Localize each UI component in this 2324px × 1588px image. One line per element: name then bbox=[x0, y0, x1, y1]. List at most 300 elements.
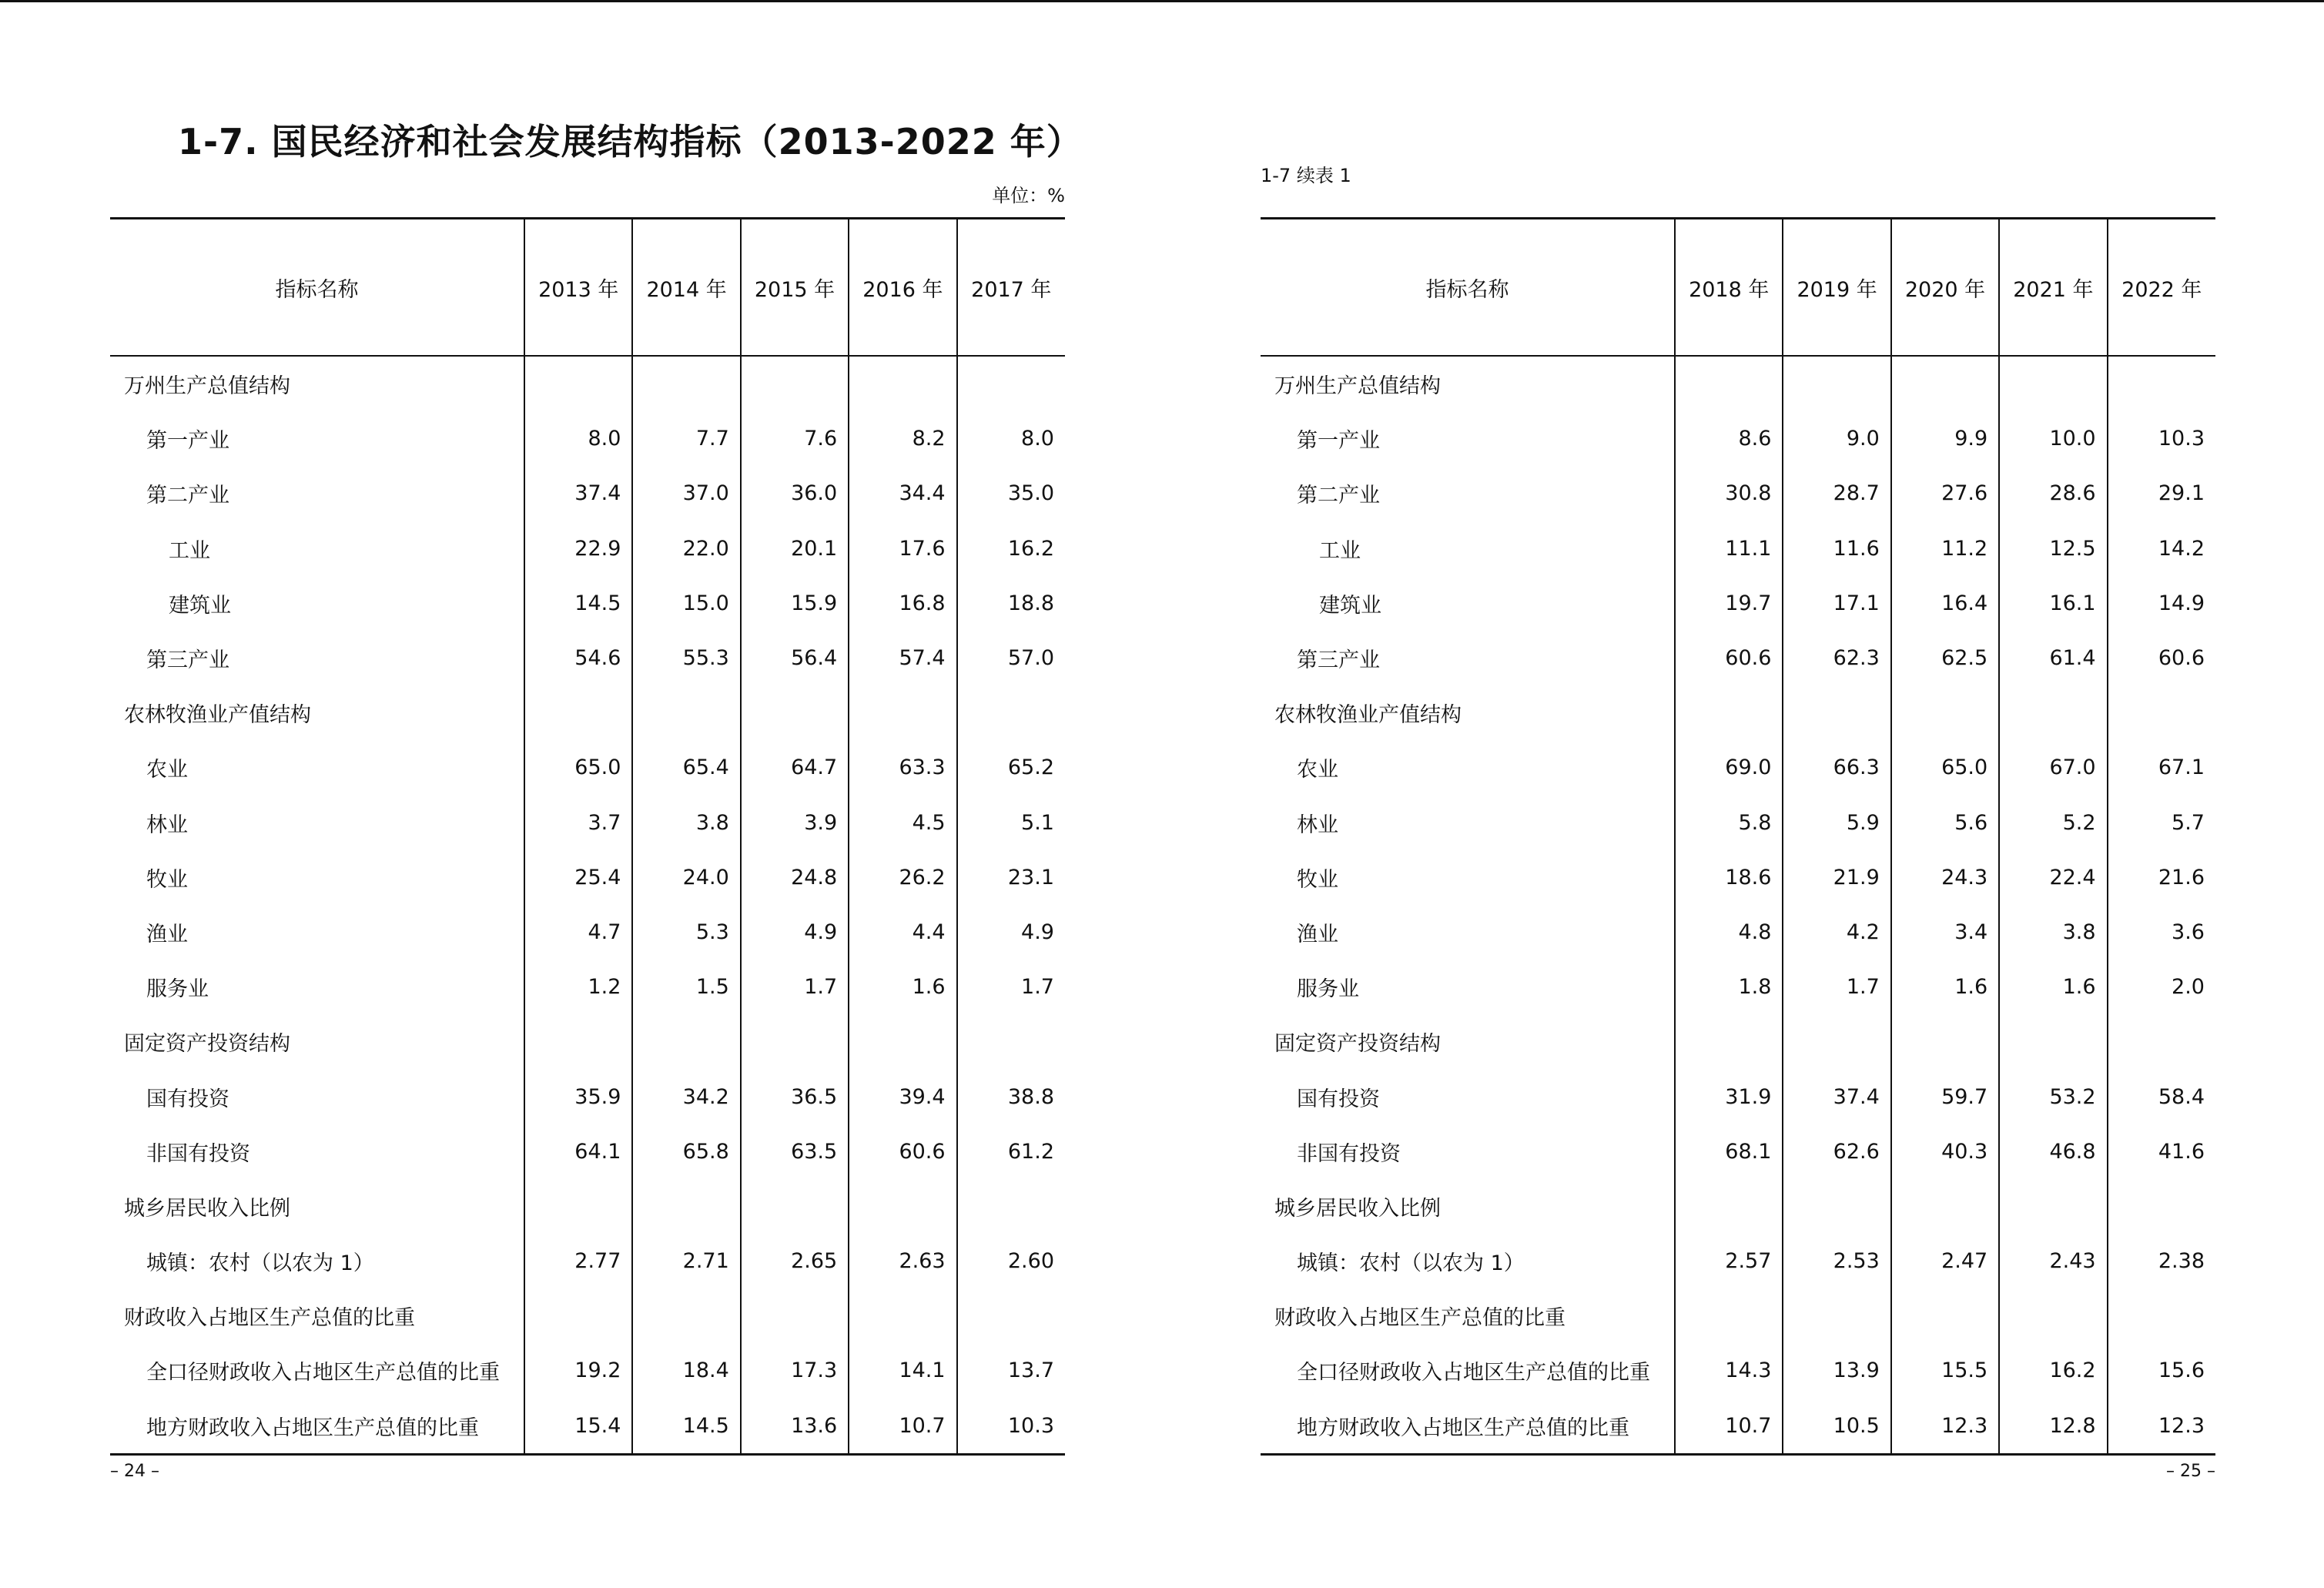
indicator-label: 全口径财政收入占地区生产总值的比重 bbox=[146, 1361, 500, 1385]
section-label: 财政收入占地区生产总值的比重 bbox=[1274, 1306, 1566, 1331]
value-cell: 17.3 bbox=[741, 1343, 849, 1398]
indicator-label: 地方财政收入占地区生产总值的比重 bbox=[1297, 1415, 1629, 1440]
value-cell: 24.8 bbox=[741, 850, 849, 905]
value-cell bbox=[524, 685, 632, 740]
value-cell: 4.4 bbox=[849, 905, 956, 960]
value-cell: 16.8 bbox=[849, 576, 956, 631]
value-cell: 55.3 bbox=[632, 631, 740, 685]
value-cell bbox=[524, 1179, 632, 1234]
value-cell: 15.5 bbox=[1891, 1343, 1999, 1398]
value-cell: 4.9 bbox=[957, 905, 1065, 960]
value-cell bbox=[1675, 356, 1783, 411]
value-cell bbox=[741, 1014, 849, 1069]
section-row bbox=[1261, 1288, 2215, 1343]
indicator-name-header: 指标名称 bbox=[1261, 219, 1675, 357]
value-cell bbox=[1999, 685, 2107, 740]
section-row bbox=[1261, 1179, 2215, 1234]
value-cell: 46.8 bbox=[1999, 1124, 2107, 1179]
indicator-label: 工业 bbox=[169, 538, 210, 563]
value-cell bbox=[1891, 685, 1999, 740]
table-row bbox=[110, 521, 1065, 576]
value-cell: 25.4 bbox=[524, 850, 632, 905]
value-cell: 4.7 bbox=[524, 905, 632, 960]
value-cell bbox=[1783, 1014, 1890, 1069]
value-cell: 12.5 bbox=[1999, 521, 2107, 576]
section-label: 固定资产投资结构 bbox=[124, 1032, 290, 1057]
table-row bbox=[110, 1124, 1065, 1179]
value-cell: 24.3 bbox=[1891, 850, 1999, 905]
value-cell: 7.7 bbox=[632, 411, 740, 466]
table-row bbox=[1261, 1069, 2215, 1124]
value-cell: 4.5 bbox=[849, 796, 956, 850]
value-cell bbox=[1891, 1014, 1999, 1069]
table-row bbox=[110, 466, 1065, 521]
value-cell: 59.7 bbox=[1891, 1069, 1999, 1124]
value-cell: 65.4 bbox=[632, 740, 740, 795]
value-cell bbox=[1999, 1288, 2107, 1343]
value-cell bbox=[524, 1288, 632, 1343]
value-cell bbox=[632, 1288, 740, 1343]
value-cell: 28.7 bbox=[1783, 466, 1890, 521]
indicator-label: 非国有投资 bbox=[1297, 1141, 1401, 1166]
value-cell: 14.5 bbox=[524, 576, 632, 631]
value-cell: 4.8 bbox=[1675, 905, 1783, 960]
section-row bbox=[1261, 356, 2215, 411]
value-cell bbox=[1783, 685, 1890, 740]
indicator-label: 牧业 bbox=[146, 867, 188, 892]
section-row bbox=[1261, 1014, 2215, 1069]
value-cell: 65.0 bbox=[1891, 740, 1999, 795]
indicator-label: 全口径财政收入占地区生产总值的比重 bbox=[1297, 1361, 1650, 1385]
value-cell bbox=[849, 685, 956, 740]
data-table bbox=[110, 217, 1065, 1456]
value-cell bbox=[1675, 1179, 1783, 1234]
value-cell: 2.71 bbox=[632, 1234, 740, 1288]
value-cell: 1.8 bbox=[1675, 960, 1783, 1014]
value-cell: 5.6 bbox=[1891, 796, 1999, 850]
table-row bbox=[1261, 1234, 2215, 1288]
value-cell: 60.6 bbox=[849, 1124, 956, 1179]
value-cell: 15.6 bbox=[2108, 1343, 2215, 1398]
value-cell: 15.9 bbox=[741, 576, 849, 631]
value-cell: 30.8 bbox=[1675, 466, 1783, 521]
value-cell: 2.57 bbox=[1675, 1234, 1783, 1288]
value-cell: 1.6 bbox=[1999, 960, 2107, 1014]
value-cell: 1.7 bbox=[741, 960, 849, 1014]
value-cell: 11.6 bbox=[1783, 521, 1890, 576]
value-cell: 9.9 bbox=[1891, 411, 1999, 466]
value-cell: 8.2 bbox=[849, 411, 956, 466]
table-row bbox=[110, 850, 1065, 905]
value-cell: 4.2 bbox=[1783, 905, 1890, 960]
value-cell: 68.1 bbox=[1675, 1124, 1783, 1179]
value-cell: 35.0 bbox=[957, 466, 1065, 521]
value-cell: 66.3 bbox=[1783, 740, 1890, 795]
value-cell: 53.2 bbox=[1999, 1069, 2107, 1124]
left-page bbox=[110, 0, 1083, 1588]
value-cell: 27.6 bbox=[1891, 466, 1999, 521]
value-cell: 67.0 bbox=[1999, 740, 2107, 795]
value-cell: 65.2 bbox=[957, 740, 1065, 795]
table-row bbox=[1261, 1399, 2215, 1455]
value-cell: 14.1 bbox=[849, 1343, 956, 1398]
value-cell: 19.2 bbox=[524, 1343, 632, 1398]
value-cell: 28.6 bbox=[1999, 466, 2107, 521]
year-header: 2015 年 bbox=[741, 219, 849, 357]
value-cell: 38.8 bbox=[957, 1069, 1065, 1124]
value-cell: 12.3 bbox=[2108, 1399, 2215, 1455]
table-row bbox=[1261, 631, 2215, 685]
value-cell: 7.6 bbox=[741, 411, 849, 466]
value-cell bbox=[849, 1179, 956, 1234]
value-cell: 57.0 bbox=[957, 631, 1065, 685]
table-row bbox=[110, 631, 1065, 685]
value-cell: 14.3 bbox=[1675, 1343, 1783, 1398]
indicator-label: 服务业 bbox=[146, 977, 209, 1002]
value-cell: 3.4 bbox=[1891, 905, 1999, 960]
value-cell: 3.8 bbox=[1999, 905, 2107, 960]
value-cell: 24.0 bbox=[632, 850, 740, 905]
value-cell: 8.0 bbox=[957, 411, 1065, 466]
year-header: 2020 年 bbox=[1891, 219, 1999, 357]
value-cell: 3.8 bbox=[632, 796, 740, 850]
value-cell: 18.6 bbox=[1675, 850, 1783, 905]
year-header: 2022 年 bbox=[2108, 219, 2215, 357]
indicator-label: 国有投资 bbox=[146, 1087, 229, 1111]
table-row bbox=[1261, 850, 2215, 905]
value-cell: 61.2 bbox=[957, 1124, 1065, 1179]
value-cell: 39.4 bbox=[849, 1069, 956, 1124]
value-cell: 54.6 bbox=[524, 631, 632, 685]
value-cell: 23.1 bbox=[957, 850, 1065, 905]
header-row bbox=[1261, 219, 2215, 357]
section-label: 城乡居民收入比例 bbox=[1274, 1196, 1441, 1221]
indicator-label: 城镇：农村（以农为 1） bbox=[1297, 1251, 1525, 1276]
value-cell: 3.6 bbox=[2108, 905, 2215, 960]
section-label: 固定资产投资结构 bbox=[1274, 1032, 1441, 1057]
section-label: 农林牧渔业产值结构 bbox=[124, 703, 311, 728]
value-cell bbox=[1675, 1014, 1783, 1069]
value-cell: 19.7 bbox=[1675, 576, 1783, 631]
page-number: – 24 – bbox=[110, 1462, 159, 1481]
value-cell: 2.65 bbox=[741, 1234, 849, 1288]
value-cell: 21.9 bbox=[1783, 850, 1890, 905]
value-cell bbox=[2108, 685, 2215, 740]
section-label: 万州生产总值结构 bbox=[1274, 374, 1441, 399]
indicator-label: 第二产业 bbox=[1297, 484, 1380, 508]
value-cell bbox=[2108, 1179, 2215, 1234]
value-cell bbox=[1675, 685, 1783, 740]
section-label: 城乡居民收入比例 bbox=[124, 1196, 290, 1221]
value-cell: 36.0 bbox=[741, 466, 849, 521]
value-cell bbox=[2108, 1014, 2215, 1069]
table-continuation-label: 1-7 续表 1 bbox=[1261, 165, 1351, 186]
table-row bbox=[1261, 576, 2215, 631]
year-header: 2013 年 bbox=[524, 219, 632, 357]
value-cell: 56.4 bbox=[741, 631, 849, 685]
indicator-label: 渔业 bbox=[146, 922, 188, 946]
value-cell bbox=[1999, 356, 2107, 411]
section-row bbox=[110, 1179, 1065, 1234]
value-cell: 62.5 bbox=[1891, 631, 1999, 685]
value-cell bbox=[524, 1014, 632, 1069]
value-cell: 34.2 bbox=[632, 1069, 740, 1124]
value-cell: 18.8 bbox=[957, 576, 1065, 631]
indicator-label: 渔业 bbox=[1297, 922, 1338, 946]
year-header: 2014 年 bbox=[632, 219, 740, 357]
value-cell: 5.9 bbox=[1783, 796, 1890, 850]
value-cell: 5.8 bbox=[1675, 796, 1783, 850]
value-cell: 37.0 bbox=[632, 466, 740, 521]
value-cell: 41.6 bbox=[2108, 1124, 2215, 1179]
value-cell: 69.0 bbox=[1675, 740, 1783, 795]
value-cell: 40.3 bbox=[1891, 1124, 1999, 1179]
value-cell: 2.43 bbox=[1999, 1234, 2107, 1288]
value-cell: 12.8 bbox=[1999, 1399, 2107, 1455]
value-cell: 1.5 bbox=[632, 960, 740, 1014]
value-cell bbox=[957, 1014, 1065, 1069]
table-row bbox=[1261, 521, 2215, 576]
value-cell: 9.0 bbox=[1783, 411, 1890, 466]
value-cell bbox=[2108, 356, 2215, 411]
value-cell: 22.0 bbox=[632, 521, 740, 576]
table-row bbox=[1261, 466, 2215, 521]
value-cell: 2.77 bbox=[524, 1234, 632, 1288]
value-cell: 22.9 bbox=[524, 521, 632, 576]
table-row bbox=[110, 411, 1065, 466]
indicator-name-header: 指标名称 bbox=[110, 219, 524, 357]
value-cell: 10.7 bbox=[1675, 1399, 1783, 1455]
value-cell: 17.6 bbox=[849, 521, 956, 576]
value-cell bbox=[632, 1179, 740, 1234]
value-cell bbox=[2108, 1288, 2215, 1343]
header-row bbox=[110, 219, 1065, 357]
value-cell: 21.6 bbox=[2108, 850, 2215, 905]
table-row bbox=[1261, 1124, 2215, 1179]
table-row bbox=[1261, 905, 2215, 960]
data-table bbox=[1261, 217, 2215, 1456]
value-cell: 61.4 bbox=[1999, 631, 2107, 685]
page-title: 1-7. 国民经济和社会发展结构指标（2013-2022 年） bbox=[178, 121, 1083, 162]
value-cell: 3.9 bbox=[741, 796, 849, 850]
indicator-label: 城镇：农村（以农为 1） bbox=[146, 1251, 374, 1276]
value-cell bbox=[524, 356, 632, 411]
indicator-label: 农业 bbox=[1297, 758, 1338, 782]
indicator-label: 第一产业 bbox=[146, 429, 229, 454]
indicator-label: 林业 bbox=[1297, 812, 1338, 837]
value-cell: 18.4 bbox=[632, 1343, 740, 1398]
value-cell: 11.1 bbox=[1675, 521, 1783, 576]
indicator-label: 地方财政收入占地区生产总值的比重 bbox=[146, 1415, 479, 1440]
table-row bbox=[1261, 960, 2215, 1014]
value-cell: 58.4 bbox=[2108, 1069, 2215, 1124]
value-cell bbox=[1783, 356, 1890, 411]
value-cell: 29.1 bbox=[2108, 466, 2215, 521]
table-row bbox=[110, 576, 1065, 631]
table-row bbox=[110, 1343, 1065, 1398]
value-cell bbox=[1783, 1179, 1890, 1234]
value-cell bbox=[1783, 1288, 1890, 1343]
value-cell: 2.47 bbox=[1891, 1234, 1999, 1288]
section-row bbox=[110, 1014, 1065, 1069]
value-cell: 8.0 bbox=[524, 411, 632, 466]
value-cell bbox=[957, 356, 1065, 411]
value-cell bbox=[1891, 1179, 1999, 1234]
value-cell: 37.4 bbox=[1783, 1069, 1890, 1124]
section-label: 万州生产总值结构 bbox=[124, 374, 290, 399]
value-cell: 14.9 bbox=[2108, 576, 2215, 631]
indicator-label: 建筑业 bbox=[169, 593, 231, 618]
indicator-label: 第三产业 bbox=[146, 648, 229, 673]
table-row bbox=[110, 740, 1065, 795]
value-cell bbox=[957, 685, 1065, 740]
value-cell: 62.6 bbox=[1783, 1124, 1890, 1179]
value-cell bbox=[957, 1288, 1065, 1343]
value-cell: 20.1 bbox=[741, 521, 849, 576]
value-cell bbox=[849, 356, 956, 411]
table-row bbox=[1261, 1343, 2215, 1398]
value-cell bbox=[1891, 356, 1999, 411]
value-cell: 64.1 bbox=[524, 1124, 632, 1179]
value-cell: 2.0 bbox=[2108, 960, 2215, 1014]
indicator-label: 农业 bbox=[146, 758, 188, 782]
value-cell: 13.6 bbox=[741, 1399, 849, 1455]
table-row bbox=[110, 905, 1065, 960]
value-cell: 14.2 bbox=[2108, 521, 2215, 576]
value-cell: 5.1 bbox=[957, 796, 1065, 850]
section-row bbox=[1261, 685, 2215, 740]
value-cell: 22.4 bbox=[1999, 850, 2107, 905]
value-cell: 67.1 bbox=[2108, 740, 2215, 795]
value-cell: 3.7 bbox=[524, 796, 632, 850]
table-row bbox=[110, 1234, 1065, 1288]
value-cell bbox=[632, 685, 740, 740]
indicator-label: 林业 bbox=[146, 812, 188, 837]
value-cell bbox=[741, 1288, 849, 1343]
year-header: 2016 年 bbox=[849, 219, 956, 357]
year-header: 2017 年 bbox=[957, 219, 1065, 357]
year-header: 2021 年 bbox=[1999, 219, 2107, 357]
section-row bbox=[110, 1288, 1065, 1343]
table-row bbox=[110, 796, 1065, 850]
value-cell: 36.5 bbox=[741, 1069, 849, 1124]
table-row bbox=[1261, 411, 2215, 466]
indicator-label: 第三产业 bbox=[1297, 648, 1380, 673]
value-cell: 16.2 bbox=[1999, 1343, 2107, 1398]
table-row bbox=[110, 1069, 1065, 1124]
value-cell: 57.4 bbox=[849, 631, 956, 685]
value-cell: 12.3 bbox=[1891, 1399, 1999, 1455]
value-cell bbox=[957, 1179, 1065, 1234]
section-row bbox=[110, 685, 1065, 740]
value-cell: 10.0 bbox=[1999, 411, 2107, 466]
value-cell: 2.38 bbox=[2108, 1234, 2215, 1288]
value-cell: 16.1 bbox=[1999, 576, 2107, 631]
value-cell: 16.4 bbox=[1891, 576, 1999, 631]
value-cell: 11.2 bbox=[1891, 521, 1999, 576]
value-cell: 62.3 bbox=[1783, 631, 1890, 685]
value-cell: 63.5 bbox=[741, 1124, 849, 1179]
value-cell: 31.9 bbox=[1675, 1069, 1783, 1124]
indicator-label: 第一产业 bbox=[1297, 429, 1380, 454]
value-cell: 13.7 bbox=[957, 1343, 1065, 1398]
value-cell: 60.6 bbox=[1675, 631, 1783, 685]
value-cell: 34.4 bbox=[849, 466, 956, 521]
table-row bbox=[1261, 796, 2215, 850]
value-cell: 5.7 bbox=[2108, 796, 2215, 850]
value-cell: 1.2 bbox=[524, 960, 632, 1014]
value-cell: 10.3 bbox=[2108, 411, 2215, 466]
value-cell: 15.4 bbox=[524, 1399, 632, 1455]
value-cell: 2.63 bbox=[849, 1234, 956, 1288]
value-cell: 10.7 bbox=[849, 1399, 956, 1455]
value-cell: 10.5 bbox=[1783, 1399, 1890, 1455]
year-header: 2019 年 bbox=[1783, 219, 1890, 357]
value-cell: 14.5 bbox=[632, 1399, 740, 1455]
table-row bbox=[110, 1399, 1065, 1455]
value-cell: 5.2 bbox=[1999, 796, 2107, 850]
value-cell bbox=[741, 1179, 849, 1234]
value-cell: 63.3 bbox=[849, 740, 956, 795]
value-cell bbox=[849, 1288, 956, 1343]
table-row bbox=[1261, 740, 2215, 795]
value-cell bbox=[632, 356, 740, 411]
indicator-label: 国有投资 bbox=[1297, 1087, 1380, 1111]
section-row bbox=[110, 356, 1065, 411]
section-label: 农林牧渔业产值结构 bbox=[1274, 703, 1462, 728]
value-cell bbox=[1675, 1288, 1783, 1343]
year-header: 2018 年 bbox=[1675, 219, 1783, 357]
value-cell bbox=[632, 1014, 740, 1069]
indicator-label: 服务业 bbox=[1297, 977, 1359, 1002]
value-cell bbox=[1891, 1288, 1999, 1343]
table-row bbox=[110, 960, 1065, 1014]
value-cell: 64.7 bbox=[741, 740, 849, 795]
value-cell: 1.7 bbox=[1783, 960, 1890, 1014]
value-cell: 16.2 bbox=[957, 521, 1065, 576]
indicator-label: 非国有投资 bbox=[146, 1141, 250, 1166]
value-cell: 8.6 bbox=[1675, 411, 1783, 466]
indicator-label: 第二产业 bbox=[146, 484, 229, 508]
value-cell: 37.4 bbox=[524, 466, 632, 521]
value-cell bbox=[1999, 1179, 2107, 1234]
value-cell: 17.1 bbox=[1783, 576, 1890, 631]
value-cell: 15.0 bbox=[632, 576, 740, 631]
indicator-label: 工业 bbox=[1319, 538, 1361, 563]
value-cell: 1.7 bbox=[957, 960, 1065, 1014]
value-cell bbox=[1999, 1014, 2107, 1069]
right-page bbox=[1261, 0, 2215, 1588]
unit-label: 单位：% bbox=[992, 185, 1065, 206]
value-cell: 4.9 bbox=[741, 905, 849, 960]
value-cell: 13.9 bbox=[1783, 1343, 1890, 1398]
value-cell: 1.6 bbox=[849, 960, 956, 1014]
page-number: – 25 – bbox=[2166, 1462, 2215, 1481]
value-cell bbox=[741, 356, 849, 411]
value-cell: 1.6 bbox=[1891, 960, 1999, 1014]
value-cell: 5.3 bbox=[632, 905, 740, 960]
section-label: 财政收入占地区生产总值的比重 bbox=[124, 1306, 415, 1331]
indicator-label: 建筑业 bbox=[1319, 593, 1381, 618]
value-cell: 65.0 bbox=[524, 740, 632, 795]
value-cell bbox=[741, 685, 849, 740]
value-cell: 65.8 bbox=[632, 1124, 740, 1179]
value-cell: 35.9 bbox=[524, 1069, 632, 1124]
value-cell bbox=[849, 1014, 956, 1069]
value-cell: 60.6 bbox=[2108, 631, 2215, 685]
value-cell: 2.53 bbox=[1783, 1234, 1890, 1288]
indicator-label: 牧业 bbox=[1297, 867, 1338, 892]
